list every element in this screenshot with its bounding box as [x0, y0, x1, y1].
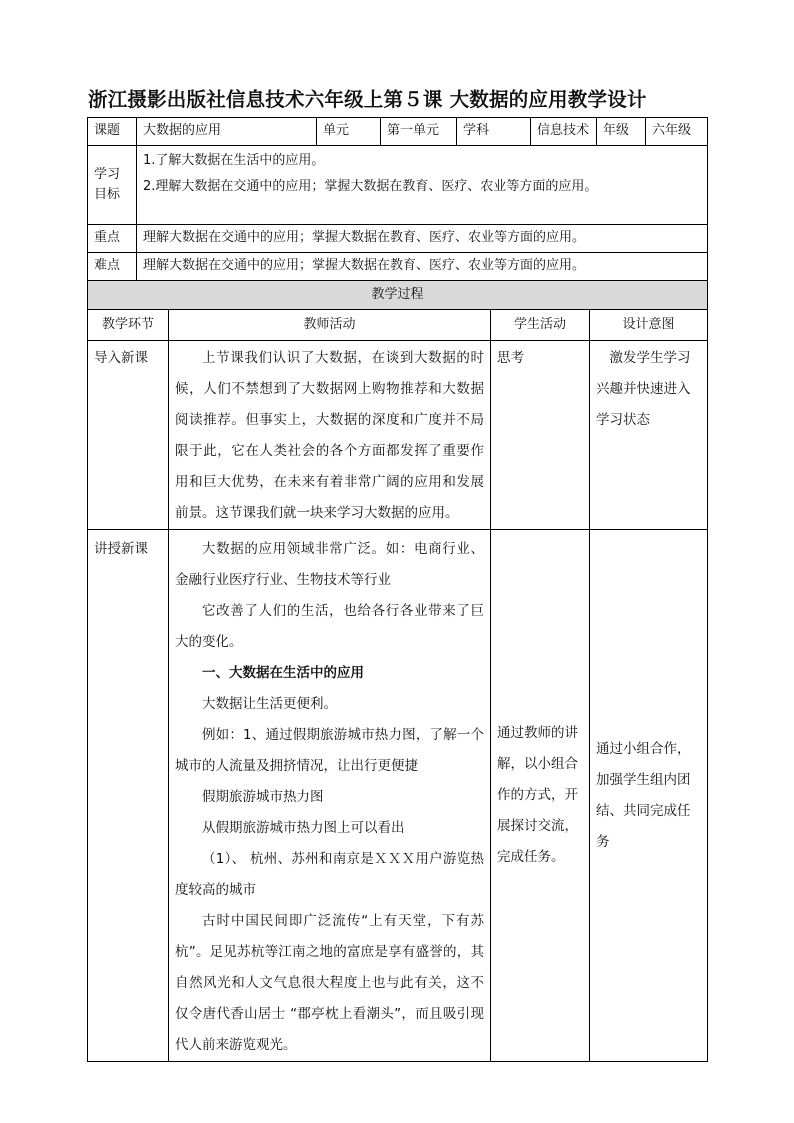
teacher-paragraph: 大数据让生活更便利。 — [202, 696, 337, 712]
student-activity-text: 思考 — [497, 350, 524, 366]
process-row-intro — [88, 341, 708, 530]
student-activity-cell — [491, 341, 590, 530]
teacher-paragraph: 它改善了人们的生活，也给各行各业带来了巨大的变化。 — [175, 603, 484, 650]
design-intent-text: 通过小组合作，加强学生组内团结、共同完成任务 — [596, 740, 691, 850]
teacher-paragraph: 上节课我们认识了大数据，在谈到大数据的时候，人们不禁想到了大数据网上购物推荐和大数据阅读推荐。但事实上，大数据的深度和广度并不局限于此，它在人类社会的各个方面都发挥了重要作用和巨大优势，在未来有着非常广阔的应用和发展前景。这节课我们就一块来学习大数据的应用。 — [175, 350, 484, 521]
design-intent-cell — [590, 530, 708, 1062]
stage-cell — [88, 341, 169, 530]
stage-cell — [88, 530, 169, 1062]
column-header-teacher: 教师活动 — [169, 310, 491, 341]
document-title: 浙江摄影出版社信息技术六年级上第５课 大数据的应用教学设计 — [88, 88, 647, 111]
student-activity-text: 通过教师的讲解，以小组合作的方式，开展探讨交流，完成任务。 — [497, 725, 578, 865]
column-header-student: 学生活动 — [491, 310, 590, 341]
objectives-label — [88, 146, 137, 225]
teacher-paragraph: 从假期旅游城市热力图上可以看出 — [202, 820, 405, 836]
difficulty-value: 理解大数据在交通中的应用；掌握大数据在教育、医疗、农业等方面的应用。 — [137, 253, 708, 281]
lesson-value: 大数据的应用 — [137, 118, 317, 146]
process-header: 教学过程 — [88, 281, 708, 310]
teacher-paragraph: 古时中国民间即广泛流传“上有天堂，下有苏杭”。足见苏杭等江南之地的富庶是享有盛誉的，其自然风光和人文气息很大程度上也与此有关，这不仅令唐代香山居士 “郡亭枕上看潮头”，而且吸引现代人前来游览观光。 — [175, 913, 484, 1053]
teacher-activity-cell — [169, 530, 491, 1062]
subject-value: 信息技术 — [531, 118, 597, 146]
teacher-paragraph: （1）、 杭州、苏州和南京是ＸＸＸ用户游览热度较高的城市 — [175, 851, 484, 898]
column-header-intent: 设计意图 — [590, 310, 708, 341]
objectives-label-line-1: 学习 — [94, 167, 121, 182]
grade-value: 六年级 — [646, 118, 708, 146]
teacher-paragraph: 例如：1、通过假期旅游城市热力图，了解一个城市的人流量及拥挤情况，让出行更便捷 — [175, 727, 484, 774]
subject-label: 学科 — [457, 118, 531, 146]
objective-item: 2.理解大数据在交通中的应用；掌握大数据在教育、医疗、农业等方面的应用。 — [143, 179, 598, 194]
teaching-process-table — [87, 280, 708, 1062]
key-point-label: 重点 — [88, 225, 137, 253]
design-intent-text: 激发学生学习兴趣并快速进入学习状态 — [596, 350, 691, 428]
objective-item: 1.了解大数据在生活中的应用。 — [143, 153, 325, 168]
objectives-label-line-2: 目标 — [94, 187, 121, 202]
process-row-new-lesson — [88, 530, 708, 1062]
teacher-paragraph: 假期旅游城市热力图 — [202, 789, 324, 805]
stage-label: 讲授新课 — [94, 541, 148, 557]
lesson-label: 课题 — [88, 118, 137, 146]
column-header-stage: 教学环节 — [88, 310, 169, 341]
stage-label: 导入新课 — [94, 350, 148, 366]
grade-label: 年级 — [597, 118, 646, 146]
teacher-activity-cell — [169, 341, 491, 530]
difficulty-label: 难点 — [88, 253, 137, 281]
key-point-value: 理解大数据在交通中的应用；掌握大数据在教育、医疗、农业等方面的应用。 — [137, 225, 708, 253]
lesson-info-table — [87, 117, 708, 281]
student-activity-cell — [491, 530, 590, 1062]
unit-value: 第一单元 — [381, 118, 457, 146]
teacher-paragraph: 大数据的应用领域非常广泛。如：电商行业、金融行业医疗行业、生物技术等行业 — [175, 541, 484, 588]
unit-label: 单元 — [317, 118, 381, 146]
section-heading: 一、大数据在生活中的应用 — [202, 665, 364, 681]
design-intent-cell — [590, 341, 708, 530]
objectives-content — [137, 146, 708, 225]
